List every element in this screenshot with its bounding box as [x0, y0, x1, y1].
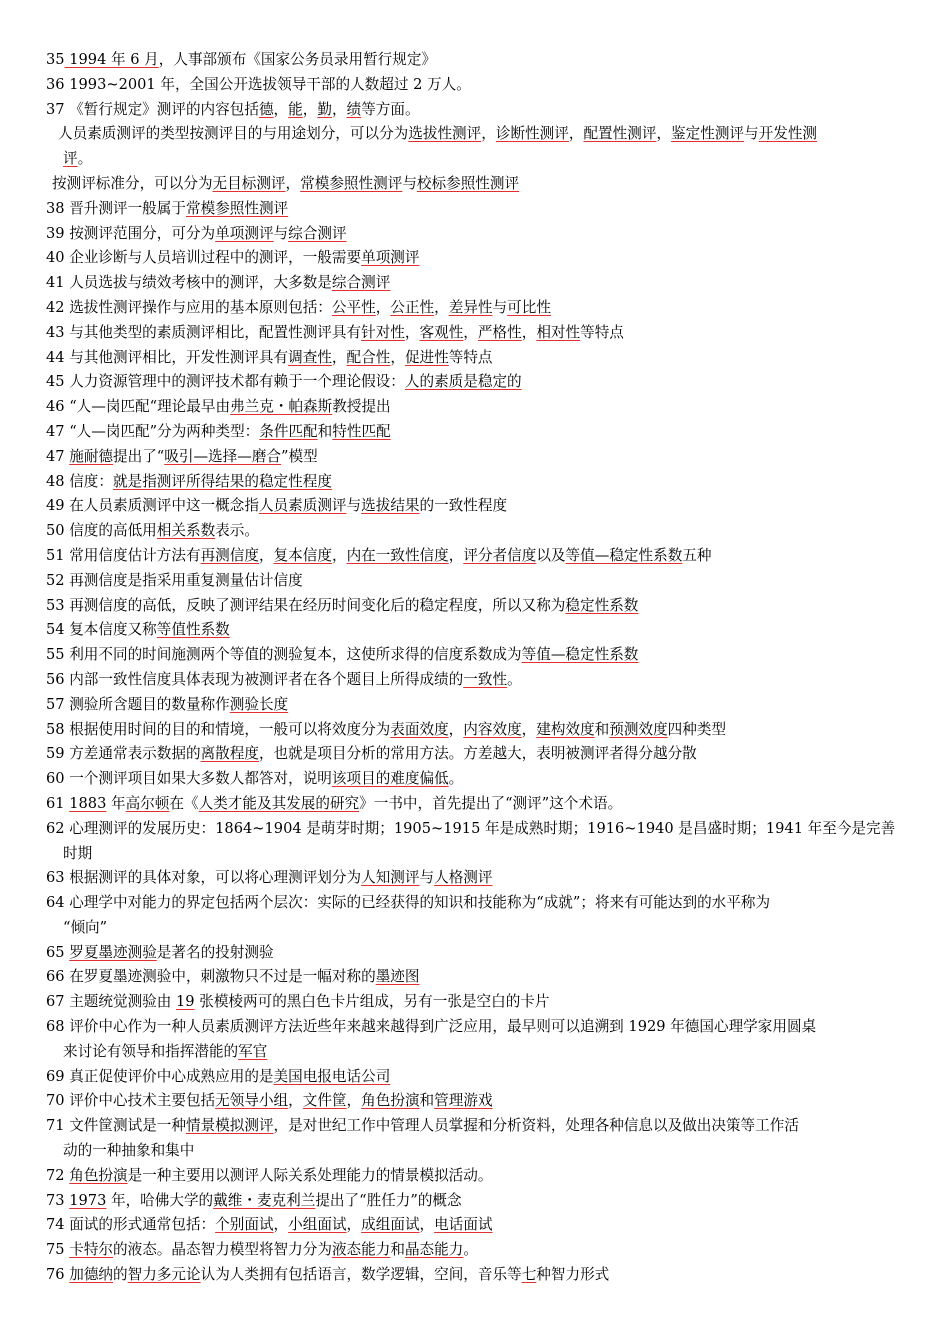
question-line-continuation [46, 147, 908, 172]
text-segment: 是著名的投射测验 [156, 943, 274, 961]
text-segment: 43 与其他类型的素质测评相比，配置性测评具有 [46, 323, 362, 341]
answer-underlined: 严格性 [477, 323, 522, 341]
question-line [46, 891, 908, 916]
answer-underlined: 内在一致性信度 [346, 546, 449, 564]
text-segment: 。 [507, 670, 522, 688]
question-line [46, 321, 908, 346]
answer-underlined: 选拔结果 [361, 497, 420, 515]
answer-underlined: 诊断性测评 [495, 125, 569, 143]
answer-underlined: 配置性测评 [583, 125, 657, 143]
answer-underlined: 相关系数 [156, 522, 216, 540]
answer-underlined: 人类才能及其发展的研究 [198, 794, 360, 812]
text-segment: 57 测验所含题目的数量称作 [46, 695, 230, 713]
answer-underlined: 电话面试 [434, 1216, 493, 1234]
answer-underlined: 弗兰克・帕森斯 [230, 398, 333, 416]
text-segment: 教授提出 [332, 398, 391, 416]
text-segment: ， [331, 546, 347, 564]
question-line [46, 742, 908, 767]
text-segment: 52 再测信度是指采用重复测量估计信度 [46, 571, 303, 589]
text-segment: ， [419, 1216, 435, 1234]
text-segment: ， [521, 323, 537, 341]
text-segment: 36 1993~2001 年，全国公开选拔领导干部的人数超过 2 万人。 [46, 75, 471, 93]
text-segment: ”模型 [281, 447, 318, 465]
text-segment: ， [404, 323, 420, 341]
question-line [46, 1015, 908, 1040]
answer-underlined: 公正性 [390, 298, 435, 316]
text-segment: 39 按测评范围分，可分为 [46, 224, 216, 242]
question-line [46, 618, 908, 643]
text-segment: ， [448, 546, 464, 564]
answer-underlined: 建构效度 [536, 720, 595, 738]
text-segment: 35 [46, 51, 65, 68]
answer-underlined: 人知测评 [361, 869, 420, 887]
answer-underlined: 文件筐 [302, 1092, 347, 1110]
text-segment: 和 [390, 1241, 405, 1259]
answer-underlined: 稳定性系数 [565, 596, 639, 614]
text-segment: ， [273, 1216, 289, 1234]
text-segment: 62 心理测评的发展历史：1864~1904 是萌芽时期；1905~1915 年是成熟时期；1916~1940 是昌盛时期；1941 年至今是完善 [46, 819, 896, 837]
text-segment: 和 [317, 422, 333, 440]
answer-underlined: 内容效度 [463, 720, 522, 738]
text-segment: ， [375, 298, 391, 316]
answer-underlined: 等值—稳定性系数 [521, 646, 639, 664]
text-segment: 55 利用不同的时间施测两个等值的测验复本，这使所求得的信度系数成为 [46, 646, 522, 664]
text-segment: 68 评价中心作为一种人员素质测评方法近些年来越来越得到广泛应用，最早则可以追溯到 1929 年德国心理学家用圆桌 [46, 1018, 817, 1036]
text-segment: 等特点 [448, 348, 493, 366]
question-line [46, 246, 908, 271]
answer-underlined: 选拔性测评 [408, 125, 482, 143]
answer-underlined: 综合测评 [288, 224, 347, 242]
text-segment: 69 真正促使评价中心成熟应用的是 [46, 1067, 274, 1085]
text-segment: 五种 [682, 546, 712, 564]
text-segment: 49 在人员素质测评中这一概念指 [46, 497, 259, 515]
text-segment: 38 晋升测评一般属于 [46, 199, 186, 217]
answer-underlined: 客观性 [419, 323, 464, 341]
answer-underlined: 管理游戏 [434, 1092, 493, 1110]
question-line-continuation [46, 1139, 908, 1164]
text-segment: ， [568, 125, 584, 143]
answer-underlined: 鉴定性测评 [671, 125, 745, 143]
document-body [46, 48, 908, 1288]
text-segment: 与 [419, 869, 435, 887]
answer-underlined: 墨迹图 [375, 968, 420, 986]
question-line [46, 1189, 908, 1214]
text-segment: 63 根据测评的具体对象，可以将心理测评划分为 [46, 869, 362, 887]
answer-underlined: 配合性 [346, 348, 391, 366]
answer-underlined: 卡特尔 [69, 1241, 114, 1259]
text-segment: ，人事部颁布《国家公务员录用暂行规定》 [158, 51, 437, 68]
text-segment: ， [521, 720, 537, 738]
answer-underlined: 智力多元论 [127, 1266, 201, 1284]
question-line [46, 494, 908, 519]
answer-underlined: 液态能力 [331, 1241, 391, 1259]
text-segment: ， [258, 546, 274, 564]
answer-underlined: 离散程度 [200, 745, 259, 763]
question-line-continuation [46, 916, 908, 941]
question-line [46, 866, 908, 891]
question-line [46, 420, 908, 445]
text-segment: 40 企业诊断与人员培训过程中的测评，一般需要 [46, 249, 362, 267]
answer-underlined: 施耐德 [69, 447, 114, 465]
question-line [46, 1164, 908, 1189]
text-segment: 。 [463, 1241, 478, 1259]
answer-underlined: 无领导小组 [215, 1092, 289, 1110]
question-line [46, 48, 908, 73]
question-line [46, 643, 908, 668]
text-segment: 按测评标准分，可以分为 [52, 174, 213, 192]
question-line [46, 296, 908, 321]
text-segment: ， [346, 1092, 362, 1110]
answer-underlined: 综合测评 [331, 274, 391, 292]
text-segment: ， [448, 720, 464, 738]
text-segment: 70 评价中心技术主要包括 [46, 1092, 216, 1110]
question-line [46, 395, 908, 420]
answer-underlined: 加德纳 [69, 1266, 114, 1284]
answer-underlined: 人格测评 [434, 869, 493, 887]
text-segment: 74 面试的形式通常包括： [46, 1216, 216, 1234]
answer-underlined: 角色扮演 [361, 1092, 420, 1110]
question-line [46, 693, 908, 718]
question-line [46, 1065, 908, 1090]
text-segment: 44 与其他测评相比，开发性测评具有 [46, 348, 289, 366]
answer-underlined: 常模参照性测评 [185, 199, 289, 217]
text-segment: 51 常用信度估计方法有 [46, 546, 201, 564]
question-line [46, 1114, 908, 1139]
question-line [46, 172, 908, 197]
text-segment: 的液态。晶态智力模型将智力分为 [113, 1241, 332, 1259]
question-line [46, 98, 908, 123]
answer-underlined: 就是指测评所得结果的稳定性程度 [113, 472, 332, 490]
question-line [46, 122, 908, 147]
answer-underlined: 复本信度 [273, 546, 332, 564]
text-segment: 41 人员选拔与绩效考核中的测评，大多数是 [46, 274, 332, 292]
answer-underlined: 无目标测评 [212, 174, 286, 192]
text-segment: 61 [46, 794, 70, 812]
text-segment: 和 [594, 720, 610, 738]
answer-underlined: 人的素质是稳定的 [404, 373, 522, 391]
text-segment: 种智力形式 [536, 1266, 610, 1284]
text-segment: ， [273, 100, 289, 118]
text-segment: 年，哈佛大学的 [106, 1191, 214, 1209]
answer-underlined: 情景模拟测评 [185, 1117, 274, 1135]
text-segment: 人员素质测评的类型按测评目的与用途划分，可以分为 [58, 125, 409, 143]
text-segment: ， [390, 348, 405, 366]
question-line [46, 370, 908, 395]
text-segment: “倾向” [63, 918, 108, 936]
text-segment: 年 [106, 794, 126, 812]
answer-underlined: 戴维・麦克利兰 [213, 1191, 316, 1209]
text-segment: 72 [46, 1166, 70, 1184]
text-segment: 65 [46, 943, 70, 961]
answer-underlined: 等值性系数 [156, 621, 230, 639]
text-segment: 60 一个测评项目如果大多数人都答对，说明 [46, 770, 332, 788]
text-segment: ， [434, 298, 449, 316]
text-segment: 71 文件筐测试是一种 [46, 1117, 186, 1135]
answer-underlined: 晶态能力 [404, 1241, 464, 1259]
text-segment: 动的一种抽象和集中 [63, 1142, 195, 1160]
text-segment: 54 复本信度又称 [46, 621, 157, 639]
answer-underlined: 针对性 [361, 323, 405, 341]
answer-underlined: 公平性 [331, 298, 376, 316]
answer-underlined: 特性匹配 [332, 422, 391, 440]
question-line [46, 817, 908, 842]
text-segment: 来讨论有领导和指挥潜能的 [63, 1042, 239, 1060]
text-segment: 与 [402, 174, 417, 192]
text-segment: ， [656, 125, 672, 143]
answer-underlined: 促进性 [404, 348, 449, 366]
text-segment: 50 信度的高低用 [46, 522, 157, 540]
question-line [46, 718, 908, 743]
answer-underlined: 单项测评 [361, 249, 420, 267]
answer-underlined: 一致性 [463, 670, 508, 688]
text-segment: 张模棱两可的黑白色卡片组成，另有一张是空白的卡片 [194, 993, 550, 1011]
answer-underlined: 调查性 [288, 348, 332, 366]
answer-underlined: 相对性 [536, 323, 581, 341]
question-line [46, 569, 908, 594]
answer-underlined: 条件匹配 [259, 422, 318, 440]
question-line [46, 271, 908, 296]
answer-underlined: 军官 [238, 1042, 268, 1060]
answer-underlined: 等值—稳定性系数 [565, 546, 683, 564]
text-segment: ， [481, 125, 496, 143]
text-segment: 46 “人—岗匹配“理论最早由 [46, 398, 231, 416]
answer-underlined: 吸引—选择—磨合 [164, 447, 282, 465]
text-segment: ， [331, 348, 347, 366]
answer-underlined: 预测效度 [609, 720, 668, 738]
text-segment: 的一致性程度 [419, 497, 508, 515]
text-segment: ， [346, 1216, 362, 1234]
answer-underlined: 表面效度 [390, 720, 449, 738]
text-segment: 是一种主要用以测评人际关系处理能力的情景模拟活动。 [127, 1166, 493, 1184]
question-line-continuation [46, 1040, 908, 1065]
answer-underlined: 勤 [317, 100, 332, 118]
text-segment: 表示。 [215, 522, 259, 540]
text-segment: 以及 [536, 546, 566, 564]
text-segment: 76 [46, 1266, 70, 1284]
text-segment: 与 [273, 224, 289, 242]
text-segment: ， [331, 100, 347, 118]
answer-underlined: 该项目的难度偏低 [331, 770, 449, 788]
text-segment: 75 [46, 1241, 70, 1259]
answer-underlined: 可比性 [507, 298, 551, 316]
answer-underlined: 再测信度 [200, 546, 259, 564]
text-segment: ， [285, 174, 301, 192]
text-segment: 》一书中，首先提出了“测评”这个术语。 [359, 794, 623, 812]
answer-underlined: 开发性测 [758, 125, 818, 143]
answer-underlined: 美国电报电话公司 [273, 1067, 391, 1085]
answer-underlined: 评分者信度 [463, 546, 537, 564]
text-segment: 66 在罗夏墨迹测验中，刺激物只不过是一幅对称的 [46, 968, 376, 986]
question-line [46, 73, 908, 98]
answer-underlined: 测验长度 [229, 695, 289, 713]
answer-underlined: 个别面试 [215, 1216, 274, 1234]
text-segment: ，是对世纪工作中管理人员掌握和分析资料，处理各种信息以及做出决策等工作活 [273, 1117, 799, 1135]
answer-underlined: 高尔顿 [125, 794, 170, 812]
question-line [46, 346, 908, 371]
answer-underlined: 1994 年 6 月 [64, 51, 159, 68]
question-line [46, 668, 908, 693]
question-line [46, 1263, 908, 1288]
question-line [46, 1238, 908, 1263]
answer-underlined: 绩 [346, 100, 362, 118]
text-segment: 45 人力资源管理中的测评技术都有赖于一个理论假设： [46, 373, 405, 391]
text-segment: 等方面。 [361, 100, 420, 118]
answer-underlined: 校标参照性测评 [416, 174, 520, 192]
question-line [46, 767, 908, 792]
text-segment: 和 [419, 1092, 435, 1110]
answer-underlined: 小组面试 [288, 1216, 347, 1234]
text-segment: 59 方差通常表示数据的 [46, 745, 201, 763]
answer-underlined: 19 [176, 993, 195, 1011]
text-segment: 提出了“ [113, 447, 165, 465]
text-segment: 。 [77, 150, 93, 168]
question-line [46, 197, 908, 222]
text-segment: ， [288, 1092, 303, 1110]
question-line [46, 941, 908, 966]
text-segment: 与 [492, 298, 508, 316]
answer-underlined: 常模参照性测评 [300, 174, 403, 192]
text-segment: 与 [346, 497, 362, 515]
answer-underlined: 评 [63, 150, 78, 168]
text-segment: 47 “人—岗匹配”分为两种类型： [46, 422, 260, 440]
text-segment: 73 [46, 1191, 70, 1209]
answer-underlined: 人员素质测评 [258, 497, 347, 515]
question-line [46, 1213, 908, 1238]
text-segment: 与 [744, 125, 759, 143]
text-segment: 在《 [169, 794, 199, 812]
answer-underlined: 单项测评 [215, 224, 274, 242]
text-segment: ，也就是项目分析的常用方法。方差越大，表明被测评者得分越分散 [258, 745, 697, 763]
question-line [46, 445, 908, 470]
answer-underlined: 七 [521, 1266, 537, 1284]
question-line-continuation [46, 842, 908, 867]
text-segment: 认为人类拥有包括语言，数学逻辑，空间，音乐等 [200, 1266, 522, 1284]
answer-underlined: 成组面试 [361, 1216, 420, 1234]
answer-underlined: 1973 [69, 1191, 107, 1209]
text-segment: 56 内部一致性信度具体表现为被测评者在各个题目上所得成绩的 [46, 670, 464, 688]
answer-underlined: 德 [258, 100, 274, 118]
text-segment: 47 [46, 447, 70, 465]
text-segment: 提出了“胜任力”的概念 [315, 1191, 462, 1209]
question-line [46, 792, 908, 817]
question-line [46, 1089, 908, 1114]
answer-underlined: 差异性 [448, 298, 493, 316]
text-segment: 64 心理学中对能力的界定包括两个层次：实际的已经获得的知识和技能称为“成就”；将来有可能达到的水平称为 [46, 894, 771, 912]
text-segment: ， [302, 100, 318, 118]
text-segment: 42 选拔性测评操作与应用的基本原则包括： [46, 298, 332, 316]
text-segment: 53 再测信度的高低，反映了测评结果在经历时间变化后的稳定程度，所以又称为 [46, 596, 566, 614]
text-segment: 58 根据使用时间的目的和情境，一般可以将效度分为 [46, 720, 391, 738]
question-line [46, 470, 908, 495]
text-segment: 37 《暂行规定》测评的内容包括 [46, 100, 259, 118]
text-segment: 。 [448, 770, 464, 788]
text-segment: ， [463, 323, 478, 341]
question-line [46, 594, 908, 619]
question-line [46, 519, 908, 544]
text-segment: 四种类型 [667, 720, 727, 738]
text-segment: 等特点 [580, 323, 624, 341]
text-segment: 48 信度： [46, 472, 113, 490]
answer-underlined: 能 [288, 100, 303, 118]
answer-underlined: 罗夏墨迹测验 [69, 943, 157, 961]
text-segment: 时期 [63, 844, 93, 862]
question-line [46, 990, 908, 1015]
answer-underlined: 角色扮演 [69, 1166, 128, 1184]
text-segment: 的 [113, 1266, 128, 1284]
question-line [46, 544, 908, 569]
answer-underlined: 1883 [69, 794, 107, 812]
question-line [46, 222, 908, 247]
text-segment: 67 主题统觉测验由 [46, 993, 177, 1011]
question-line [46, 965, 908, 990]
